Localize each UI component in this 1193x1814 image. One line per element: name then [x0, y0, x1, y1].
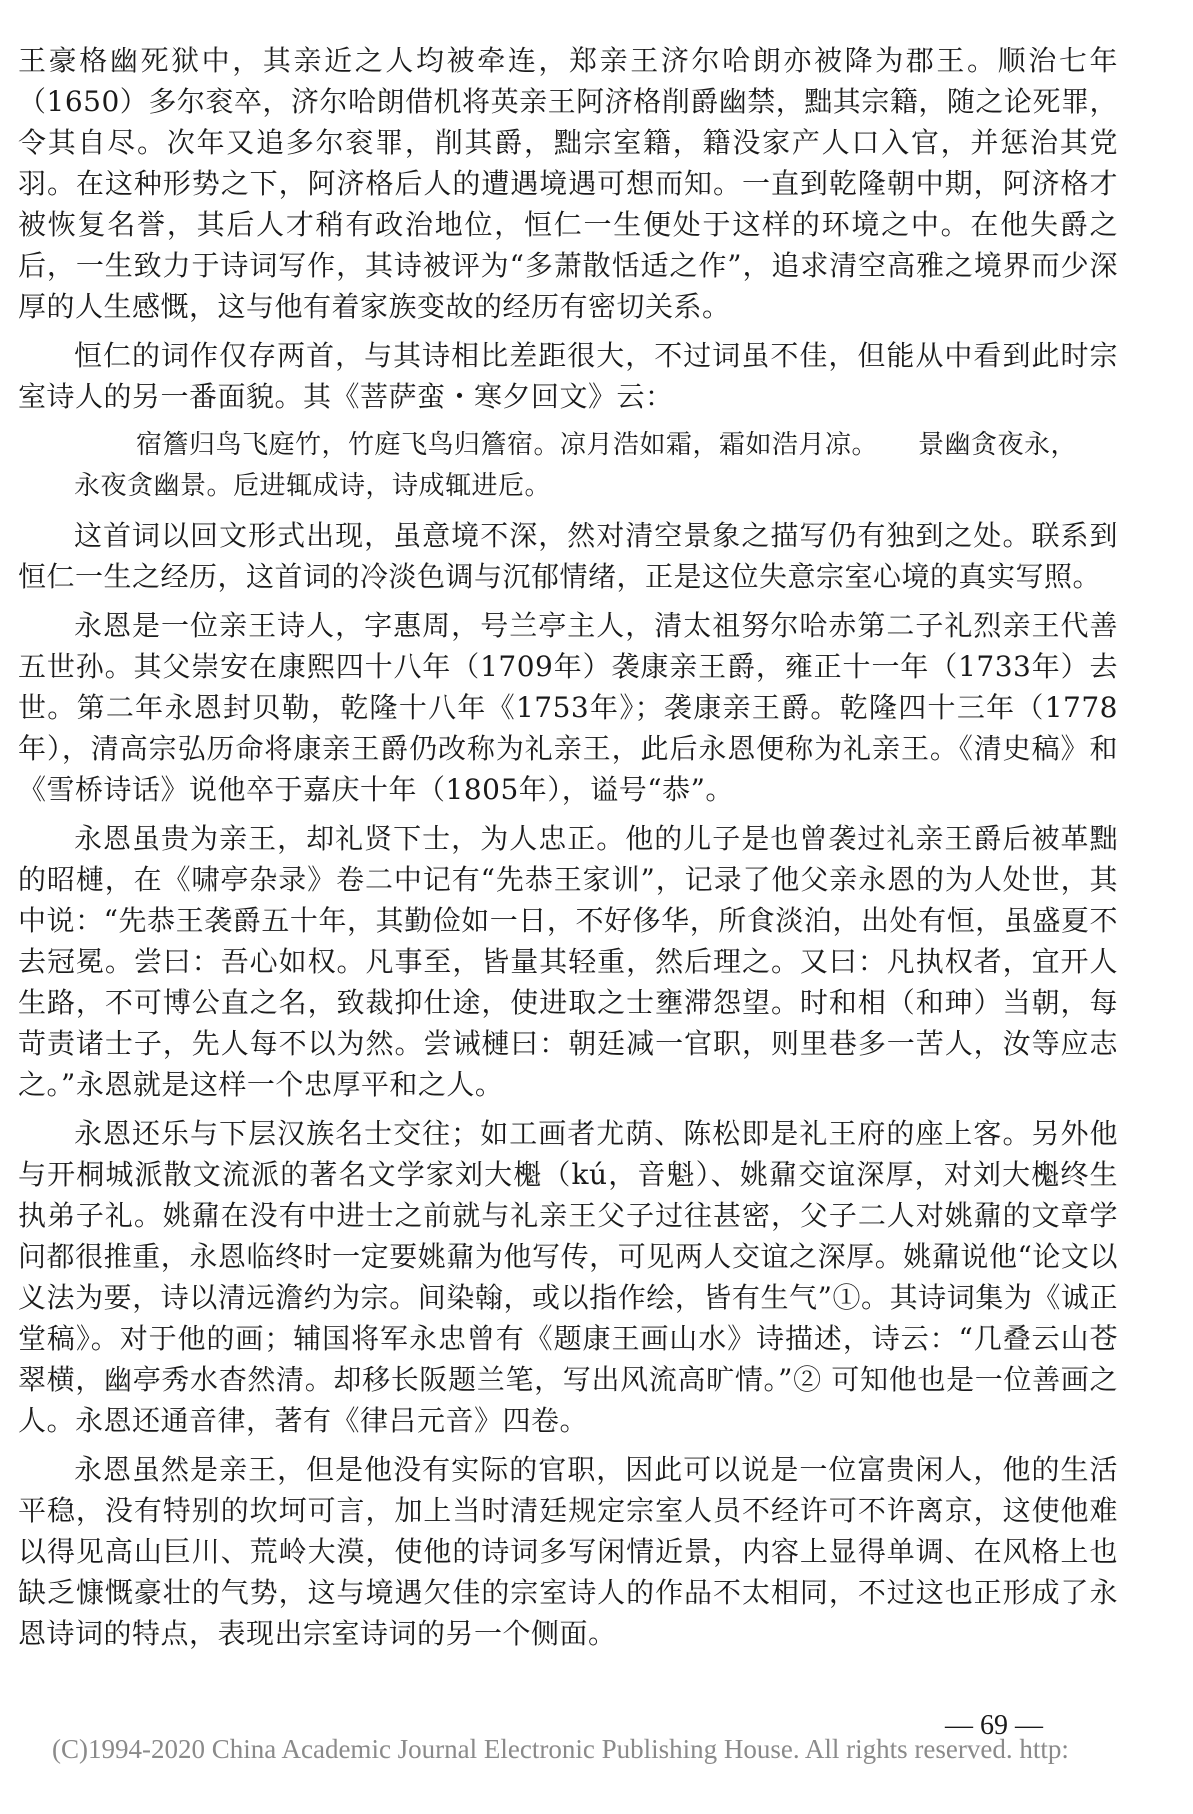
paragraph-7: 永恩虽然是亲王，但是他没有实际的官职，因此可以说是一位富贵闲人，他的生活平稳，没有特别的坎坷可言，加上当时清廷规定宗室人员不经许可不许离京，这使他难以得见高山巨川、荒岭大漠，使他的诗词多写闲情近景，内容上显得单调、在风格上也缺乏慷慨豪壮的气势，这与境遇欠佳的宗室诗人的作品不太相同，不过这也正形成了永恩诗词的特点，表现出宗室诗词的另一个侧面。	[18, 1453, 1118, 1650]
copyright-footer: (C)1994-2020 China Academic Journal Electronic Publishing House. All rights reserved. http:	[52, 1734, 1069, 1764]
paragraph-6: 永恩还乐与下层汉族名士交往；如工画者尤荫、陈松即是礼王府的座上客。另外他与开桐城派散文流派的著名文学家刘大櫆（kú，音魁）、姚鼐交谊深厚，对刘大櫆终生执弟子礼。姚鼐在没有中进士之前就与礼亲王父子过往甚密，父子二人对姚鼐的文章学问都很推重，永恩临终时一定要姚鼐为他写传，可见两人交谊之深厚。姚鼐说他“论文以义法为要，诗以清远澹约为宗。间染翰，或以指作绘，皆有生气”①。其诗词集为《诚正堂稿》。对于他的画；辅国将军永忠曾有《题康王画山水》诗描述，诗云：“几叠云山苍翠横，幽亭秀水杳然清。却移长阪题兰笔，写出风流高旷情。”② 可知他也是一位善画之人。永恩还通音律，著有《律吕元音》四卷。	[18, 1117, 1118, 1437]
poem-line-1: 宿簷归鸟飞庭竹，竹庭飞鸟归簷宿。凉月浩如霜，霜如浩月凉。 景幽贪夜永，	[136, 430, 1078, 460]
paragraph-5: 永恩虽贵为亲王，却礼贤下士，为人忠正。他的儿子是也曾袭过礼亲王爵后被革黜的昭槤，在《啸亭杂录》卷二中记有“先恭王家训”，记录了他父亲永恩的为人处世，其中说：“先恭王袭爵五十年，其勤俭如一日，不好侈华，所食淡泊，出处有恒，虽盛夏不去冠冕。尝曰：吾心如权。凡事至，皆量其轻重，然后理之。又曰：凡执权者，宜开人生路，不可博公直之名，致裁抑仕途，使进取之士壅滞怨望。时和相（和珅）当朝，每苛责诸士子，先人每不以为然。尝诫槤曰：朝廷减一官职，则里巷多一苦人，汝等应志之。”永恩就是这样一个忠厚平和之人。	[18, 822, 1118, 1101]
paragraph-2: 恒仁的词作仅存两首，与其诗相比差距很大，不过词虽不佳，但能从中看到此时宗室诗人的另一番面貌。其《菩萨蛮・寒夕回文》云：	[18, 339, 1118, 413]
poem-line-2: 永夜贪幽景。卮进辄成诗，诗成辄进卮。	[74, 471, 552, 501]
page-number: — 69 —	[945, 1710, 1043, 1741]
paragraph-4: 永恩是一位亲王诗人，字惠周，号兰亭主人，清太祖努尔哈赤第二子礼烈亲王代善五世孙。其父崇安在康熙四十八年（1709年）袭康亲王爵，雍正十一年（1733年）去世。第二年永恩封贝勒，乾隆十八年《1753年》；袭康亲王爵。乾隆四十三年（1778年），清高宗弘历命将康亲王爵仍改称为礼亲王，此后永恩便称为礼亲王。《清史稿》和《雪桥诗话》说他卒于嘉庆十年（1805年），谥号“恭”。	[18, 609, 1118, 806]
paragraph-1: 王豪格幽死狱中，其亲近之人均被牵连，郑亲王济尔哈朗亦被降为郡王。顺治七年（1650）多尔衮卒，济尔哈朗借机将英亲王阿济格削爵幽禁，黜其宗籍，随之论死罪，令其自尽。次年又追多尔衮罪，削其爵，黜宗室籍，籍没家产人口入官，并惩治其党羽。在这种形势之下，阿济格后人的遭遇境遇可想而知。一直到乾隆朝中期，阿济格才被恢复名誉，其后人才稍有政治地位，恒仁一生便处于这样的环境之中。在他失爵之后，一生致力于诗词写作，其诗被评为“多萧散恬适之作”，追求清空高雅之境界而少深厚的人生感慨，这与他有着家族变故的经历有密切关系。	[18, 44, 1118, 323]
body-text	[18, 40, 1118, 1654]
paragraph-3: 这首词以回文形式出现，虽意境不深，然对清空景象之描写仍有独到之处。联系到恒仁一生之经历，这首词的冷淡色调与沉郁情绪，正是这位失意宗室心境的真实写照。	[18, 519, 1118, 593]
